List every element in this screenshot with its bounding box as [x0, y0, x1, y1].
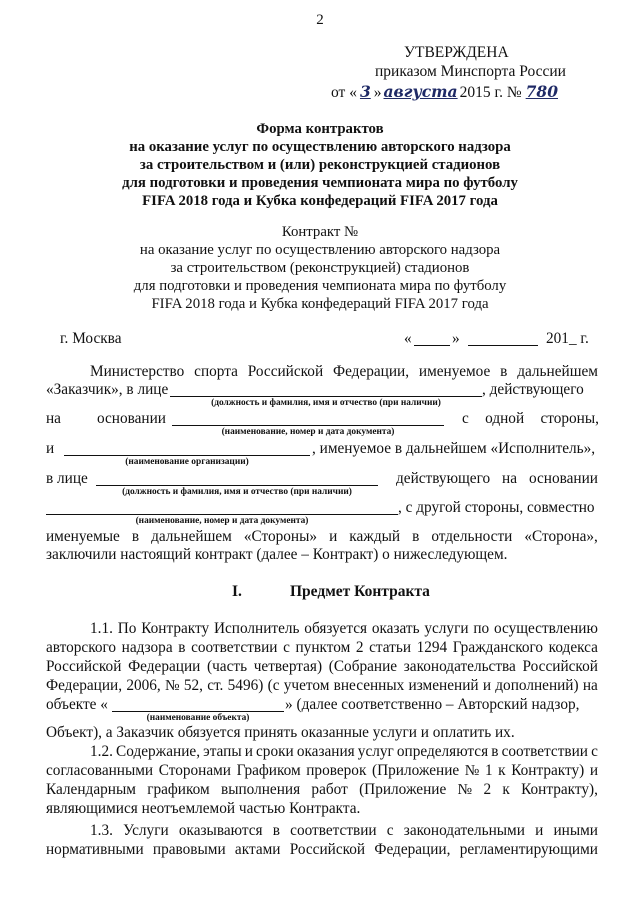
approval-date — [331, 82, 562, 102]
word: с — [591, 743, 598, 760]
section-title: Предмет Контракта — [290, 583, 430, 600]
word: регламентирующими — [459, 841, 598, 858]
word: оказываются — [178, 822, 263, 839]
basis-document-blank — [172, 425, 444, 426]
customer-label: «Заказчик», в лице — [46, 381, 169, 398]
word: в — [272, 822, 280, 839]
form-heading-line: Форма контрактов — [256, 121, 384, 137]
executor-org-blank — [64, 455, 310, 456]
caption-organization: (наименование организации) — [125, 457, 249, 467]
word: законодательными — [403, 822, 525, 839]
word: Контракту), — [521, 781, 598, 798]
named-parties-line — [46, 528, 598, 546]
word: Содержание, — [116, 743, 201, 760]
word: Министерство — [90, 363, 185, 380]
word: ст. — [207, 677, 224, 694]
date-day-blank — [414, 345, 450, 346]
word: Федерации — [128, 658, 201, 675]
word: авторского — [46, 639, 117, 656]
date-open-quote: « — [404, 330, 412, 347]
word: (с — [267, 677, 280, 694]
word: и — [482, 677, 492, 694]
word: отдельности — [431, 528, 513, 545]
word: 1294 — [416, 639, 448, 656]
word: услуги — [424, 620, 469, 637]
approval-number: 780 — [525, 82, 558, 101]
word: правовыми — [152, 841, 226, 858]
word: и — [535, 822, 544, 839]
word: (часть — [207, 658, 248, 675]
and-word: и — [46, 440, 55, 457]
word: дальнейшем — [151, 528, 232, 545]
word: изменений — [408, 677, 479, 694]
word: именуемое — [418, 363, 491, 380]
word: с — [283, 639, 290, 656]
word: пунктом — [295, 639, 351, 656]
clause-line: являющимися неотъемлемой частью Контракта. — [46, 800, 361, 817]
word: обязуется — [304, 620, 368, 637]
word: Федерации, — [46, 677, 123, 694]
word: осуществлению — [493, 620, 598, 637]
word: иными — [553, 822, 598, 839]
clause-line: Объект), а Заказчик обязуется принять оказанные услуги и оплатить их. — [46, 724, 515, 741]
object-continuation: » (далее соответственно – Авторский надзор, — [285, 696, 580, 713]
word: Гражданского — [452, 639, 544, 656]
word: четвертая) — [253, 658, 323, 675]
word: графиком — [147, 781, 210, 798]
word: действующего — [396, 470, 491, 487]
customer-acting: , действующего — [482, 381, 584, 398]
word: (Приложение — [371, 762, 460, 779]
word: в — [131, 528, 140, 545]
concluded-line: заключили настоящий контракт (далее – Контракт) о нижеследующем. — [46, 546, 508, 563]
word: и — [244, 743, 253, 760]
word: соответствии — [191, 639, 278, 656]
word: в — [500, 363, 508, 380]
word: этапы — [203, 743, 242, 760]
word: законодательства — [403, 658, 516, 675]
object-label: объекте « — [46, 696, 108, 713]
clause-line — [46, 639, 598, 657]
approval-title: УТВЕРЖДЕНА — [404, 44, 509, 61]
word: каждый — [349, 528, 401, 545]
word: 5496) — [227, 677, 264, 694]
word: основании — [528, 470, 598, 487]
clause-line — [46, 658, 598, 676]
word: дополнений) — [495, 677, 579, 694]
word: работ — [311, 781, 348, 798]
executor-label: , именуемое в дальнейшем «Исполнитель», — [312, 440, 596, 457]
clause-line — [90, 743, 598, 761]
word: № — [464, 762, 480, 779]
word: Контракту) — [511, 762, 585, 779]
word: статьи — [369, 639, 412, 656]
word: к — [498, 762, 506, 779]
word: услуг — [357, 743, 394, 760]
word: по — [473, 620, 490, 637]
word: кодекса — [548, 639, 598, 656]
contract-heading-line: FIFA 2018 года и Кубка конфедераций FIFA 2017 года — [151, 296, 489, 312]
city: г. Москва — [60, 330, 122, 347]
word: в — [491, 743, 499, 760]
word: Российской — [247, 363, 324, 380]
object-name-blank — [112, 711, 284, 712]
word: на — [502, 470, 518, 487]
word: соответствии — [501, 743, 588, 760]
word: и — [589, 762, 598, 779]
word: сроки — [256, 743, 294, 760]
word: с — [386, 822, 394, 839]
word: на — [46, 410, 61, 427]
form-heading-line: на оказание услуг по осуществлению авторского надзора — [129, 139, 511, 155]
approval-year-prefix: 2015 г. № — [459, 84, 522, 101]
word: № — [457, 781, 473, 798]
approval-from-prefix: от « — [331, 84, 357, 101]
in-person: в лице — [46, 470, 88, 487]
word: к — [502, 781, 510, 798]
word: (Приложение — [359, 781, 447, 798]
word: Российской — [46, 658, 122, 675]
word: с — [462, 410, 469, 427]
approval-order: приказом Минспорта России — [375, 63, 566, 80]
word: 1.3. — [90, 822, 113, 839]
word: дальнейшем — [517, 363, 598, 380]
word: Графиком — [236, 762, 301, 779]
word: актами — [234, 841, 281, 858]
word: определяются — [396, 743, 489, 760]
form-heading-line: FIFA 2018 года и Кубка конфедераций FIFA 2017 года — [142, 193, 498, 209]
word: в — [178, 639, 186, 656]
word: Контракту — [141, 620, 210, 637]
acting-basis — [396, 470, 598, 488]
caption-document-2: (наименование, номер и дата документа) — [135, 516, 309, 526]
clause-line — [90, 620, 598, 638]
word: спорта — [194, 363, 238, 380]
word: Исполнитель — [213, 620, 300, 637]
caption-object: (наименование объекта) — [146, 713, 250, 723]
word: 2 — [483, 781, 492, 798]
clause-line — [46, 677, 598, 695]
other-side: , с другой стороны, совместно — [398, 499, 595, 516]
word: 2 — [355, 639, 364, 656]
contract-heading-line: Контракт № — [281, 224, 359, 240]
word: согласованными — [46, 762, 154, 779]
contract-heading-line: на оказание услуг по осуществлению авторского надзора — [139, 242, 501, 258]
word: Российской — [522, 658, 598, 675]
section-number: I. — [232, 583, 242, 600]
word: учетом — [283, 677, 330, 694]
page-number: 2 — [316, 12, 324, 28]
parties-intro-line — [90, 363, 598, 381]
word: (Собрание — [328, 658, 398, 675]
basis-right — [462, 410, 599, 428]
basis-left — [46, 410, 166, 428]
word: По — [117, 620, 137, 637]
word: «Сторона», — [524, 528, 598, 545]
word: Российской — [289, 841, 366, 858]
contract-heading-line: за строительством (реконструкцией) стадионов — [170, 260, 470, 276]
contract-heading-line: для подготовки и проведения чемпионата мира по футболу — [133, 278, 507, 294]
customer-rep-blank — [170, 396, 482, 397]
caption-position: (должность и фамилия, имя и отчество (при наличии) — [211, 398, 441, 408]
word: 52, — [183, 677, 203, 694]
caption-document: (наименование, номер и дата документа) — [221, 427, 395, 437]
word: оказания — [296, 743, 355, 760]
word: 1.1. — [90, 620, 113, 637]
form-heading-line: за строительством и (или) реконструкцией стадионов — [139, 157, 501, 173]
word: оказать — [371, 620, 420, 637]
word: основании — [96, 410, 166, 427]
caption-position-2: (должность и фамилия, имя и отчество (при наличии) — [122, 487, 352, 497]
approval-day: 3 — [359, 82, 371, 101]
word: нормативными — [46, 841, 144, 858]
word: и — [329, 528, 338, 545]
clause-line — [46, 781, 598, 799]
form-heading-line: для подготовки и проведения чемпионата мира по футболу — [122, 175, 518, 191]
word: Федерации, — [374, 841, 451, 858]
word: в — [412, 528, 420, 545]
word: 2006, — [126, 677, 161, 694]
word: Календарным — [46, 781, 136, 798]
word: № — [165, 677, 180, 694]
date-year: 201_ г. — [546, 330, 589, 347]
executor-basis-blank — [46, 514, 398, 515]
date-month-blank — [468, 345, 538, 346]
word: проверок — [306, 762, 367, 779]
word: выполнения — [220, 781, 301, 798]
word: 1 — [484, 762, 493, 779]
approval-quote-close: » — [373, 84, 382, 101]
word: Сторонами — [158, 762, 231, 779]
approval-month: августа — [383, 82, 458, 101]
word: одной — [485, 410, 525, 427]
clause-line — [46, 762, 598, 780]
clause-line — [90, 822, 598, 840]
word: соответствии — [290, 822, 377, 839]
clause-line — [46, 841, 598, 859]
word: на — [582, 677, 598, 694]
word: Услуги — [123, 822, 169, 839]
date-close-quote: » — [452, 330, 460, 347]
word: Федерации, — [332, 363, 410, 380]
word: «Стороны» — [243, 528, 318, 545]
executor-rep-blank — [96, 485, 378, 486]
word: именуемые — [46, 528, 120, 545]
word: надзора — [121, 639, 173, 656]
word: внесенных — [333, 677, 405, 694]
word: 1.2. — [90, 743, 113, 760]
word: стороны, — [540, 410, 599, 427]
